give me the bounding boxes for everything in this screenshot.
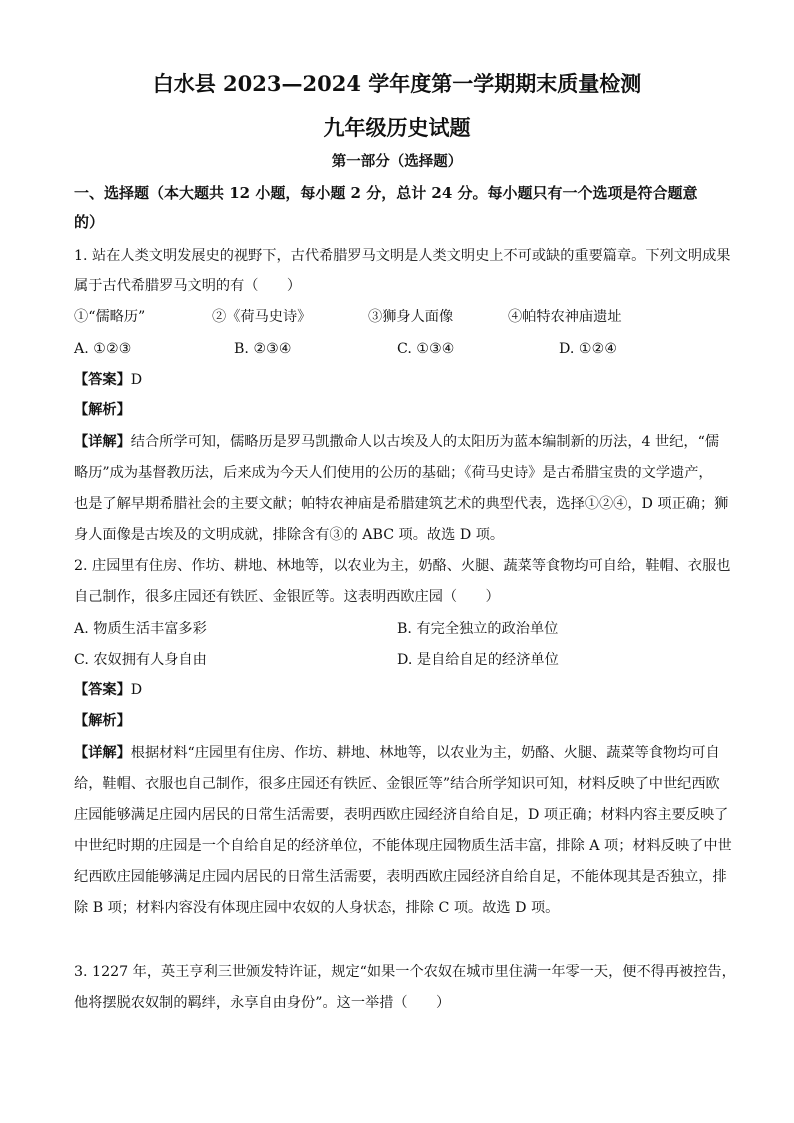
q2-analysis-tag: 【解析】 (74, 713, 131, 729)
q2-stem-line1: 2. 庄园里有住房、作坊、耕地、林地等，以农业为主，奶酪、火腿、蔬菜等食物均可自给，鞋帽、衣服也 (74, 558, 731, 574)
q2-detail-line6: 除 B 项；材料内容没有体现庄园中农奴的人身状态，排除 C 项。故选 D 项。 (74, 900, 560, 916)
part-heading: 第一部分（选择题） (331, 153, 463, 170)
q1-detail-line3: 也是了解早期希腊社会的主要文献；帕特农神庙是希腊建筑艺术的典型代表，选择①②④，D 项正确；狮 (74, 496, 729, 512)
exam-subtitle: 九年级历史试题 (323, 115, 471, 140)
q1-option-c: C. ①③④ (397, 341, 455, 357)
q2-option-b: B. 有完全独立的政治单位 (397, 621, 559, 637)
q1-detail-line2: 略历”成为基督教历法，后来成为今天人们使用的公历的基础；《荷马史诗》是古希腊宝贵的文学遗产， (74, 465, 713, 481)
answer-value: D (130, 682, 143, 698)
q2-option-c: C. 农奴拥有人身自由 (74, 652, 207, 668)
q2-detail-line4: 中世纪时期的庄园是一个自给自足的经济单位，不能体现庄园物质生活丰富，排除 A 项；材料反映了中世 (74, 838, 732, 854)
q3-stem-line2: 他将摆脱农奴制的羁绊，永享自由身份”。这一举措（ ） (74, 995, 451, 1011)
q2-option-a: A. 物质生活丰富多彩 (74, 621, 207, 637)
q1-stem-line1: 1. 站在人类文明发展史的视野下，古代希腊罗马文明是人类文明史上不可或缺的重要篇章。下列文明成果 (74, 248, 731, 264)
q1-item-3: ③狮身人面像 (368, 309, 454, 325)
q1-answer (74, 370, 722, 390)
exam-title: 白水县 2023—2024 学年度第一学期期末质量检测 (152, 71, 642, 96)
answer-value: D (130, 372, 143, 388)
q2-detail-line3: 庄园能够满足庄园内居民的日常生活需要，表明西欧庄园经济自给自足，D 项正确；材料内容主要反映了 (74, 807, 729, 823)
q1-item-4: ④帕特农神庙遗址 (508, 309, 622, 325)
q1-option-d: D. ①②④ (559, 341, 618, 357)
q2-detail-line2: 给，鞋帽、衣服也自己制作，很多庄园还有铁匠、金银匠等”结合所学知识可知，材料反映了中世纪西欧 (74, 776, 720, 792)
q3-stem-line1: 3. 1227 年，英王亨利三世颁发特许证，规定“如果一个农奴在城市里住满一年零一天，便不得再被控告， (74, 964, 736, 980)
q1-item-1: ①“儒略历” (74, 309, 146, 325)
section-heading-line1: 一、选择题（本大题共 12 小题，每小题 2 分，总计 24 分。每小题只有一个选项是符合题意 (74, 184, 698, 202)
q1-option-b: B. ②③④ (234, 341, 292, 357)
q1-item-2: ②《荷马史诗》 (212, 309, 312, 325)
q1-detail-line1: 【详解】结合所学可知，儒略历是罗马凯撒命人以古埃及人的太阳历为蓝本编制新的历法，4 世纪，“儒 (74, 434, 720, 450)
detail-tag: 【详解】 (74, 745, 131, 761)
q1-stem-line2: 属于古代希腊罗马文明的有（ ） (74, 278, 302, 294)
q1-analysis-tag: 【解析】 (74, 402, 131, 418)
q2-option-d: D. 是自给自足的经济单位 (397, 652, 559, 668)
section-heading-line2: 的） (74, 213, 105, 231)
answer-tag: 【答案】 (74, 682, 131, 698)
q2-detail-line1: 【详解】根据材料“庄园里有住房、作坊、耕地、林地等，以农业为主，奶酪、火腿、蔬菜等食物均可自 (74, 745, 720, 761)
q2-stem-line2: 自己制作，很多庄园还有铁匠、金银匠等。这表明西欧庄园（ ） (74, 589, 500, 605)
q2-detail-line5: 纪西欧庄园能够满足庄园内居民的日常生活需要，表明西欧庄园经济自给自足，不能体现其是否独立，排 (74, 869, 727, 885)
answer-tag: 【答案】 (74, 372, 131, 388)
q1-detail-line4: 身人面像是古埃及的文明成就，排除含有③的 ABC 项。故选 D 项。 (74, 527, 505, 543)
q1-option-a: A. ①②③ (74, 341, 132, 357)
q2-answer (74, 680, 722, 700)
detail-tag: 【详解】 (74, 434, 131, 450)
